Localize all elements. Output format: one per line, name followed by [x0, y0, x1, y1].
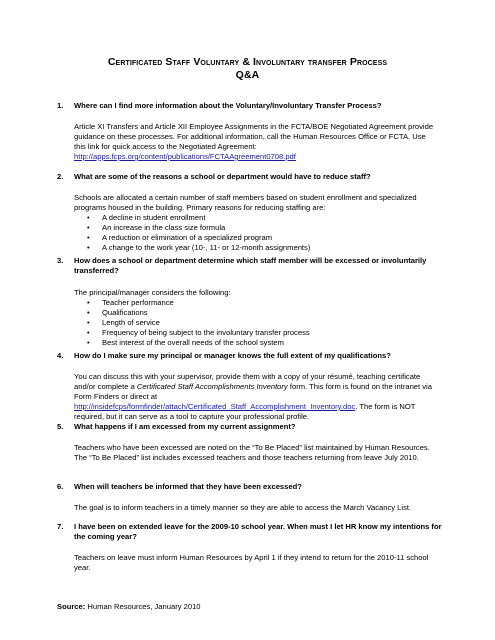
- answer-text: You can discuss this with your supervisor, provide them with a copy of your résumé, teaching certificate and/or complete a: [74, 372, 421, 391]
- question-number: 5.: [57, 422, 64, 431]
- bullet-list: [74, 298, 436, 348]
- list-item: • An increase in the class size formula: [74, 223, 436, 233]
- answer-text: The principal/manager considers the following:: [74, 288, 231, 297]
- question-number: 2.: [57, 172, 64, 181]
- form-name: Certificated Staff Accomplishments Inventory: [136, 382, 288, 391]
- question-number: 3.: [57, 256, 64, 265]
- list-item: • A decline in student enrollment: [74, 213, 436, 223]
- question-number: 6.: [57, 482, 64, 491]
- question-number: 1.: [57, 101, 64, 110]
- list-item: • Frequency of being subject to the involuntary transfer process: [74, 328, 436, 338]
- answer-text: Teachers on leave must inform Human Resources by April 1 if they intend to return for the 2010-11 school year.: [74, 553, 429, 572]
- answer-4: [74, 372, 436, 422]
- list-item: • A change to the work year (10-, 11- or 12-month assignments): [74, 243, 436, 253]
- list-item: • Teacher performance: [74, 298, 436, 308]
- answer-7: [74, 553, 436, 573]
- answer-text: Teachers who have been excessed are noted on the “To Be Placed” list maintained by Human Resources. The “To Be Placed” list includes excessed teachers and those teachers returning from leave July 2010.: [74, 443, 430, 462]
- answer-2: [74, 193, 436, 253]
- answer-text: The goal is to inform teachers in a timely manner so they are able to access the March Vacancy List.: [74, 503, 412, 512]
- list-item: • Qualifications: [74, 308, 436, 318]
- question-text: What are some of the reasons a school or department would have to reduce staff?: [74, 172, 371, 181]
- question-text: How do I make sure my principal or manager knows the full extent of my qualifications?: [74, 351, 391, 360]
- list-item: • Best interest of the overall needs of the school system: [74, 338, 436, 348]
- question-number: 4.: [57, 351, 64, 360]
- answer-1: [74, 122, 436, 162]
- question-text: How does a school or department determine which staff member will be excessed or involuntarily transferred?: [74, 256, 427, 275]
- answer-text: Article XI Transfers and Article XII Employee Assignments in the FCTA/BOE Negotiated Agreement provide guidance on these processes. For additional information, call the Human Resources Office or FCTA. Use this link for quick access to the Negotiated Agreement:: [74, 122, 434, 151]
- list-item: • A reduction or elimination of a specialized program: [74, 233, 436, 243]
- source-text: Human Resources, January 2010: [87, 602, 201, 611]
- source-label: Source:: [57, 602, 86, 611]
- question-text: When will teachers be informed that they have been excessed?: [74, 482, 302, 491]
- source-note: [57, 602, 201, 612]
- document-subtitle: Q&A: [235, 69, 260, 81]
- inventory-form-link[interactable]: http://insidefcps/formfinder/attach/Certificated_Staff_Accomplishment_Inventory.doc: [74, 402, 356, 411]
- question-text: I have been on extended leave for the 2009-10 school year. When must I let HR know my intentions for the coming year?: [74, 522, 442, 541]
- answer-text: Schools are allocated a certain number of staff members based on student enrollment and specialized programs housed in the building. Primary reasons for reducing staffing are:: [74, 193, 417, 212]
- agreement-link[interactable]: http://apps.fcps.org/content/publications/FCTAAgreement0708.pdf: [74, 152, 296, 161]
- answer-5: [74, 443, 436, 463]
- question-text: What happens if I am excessed from my current assignment?: [74, 422, 296, 431]
- answer-3: [74, 288, 436, 348]
- bullet-list: [74, 213, 436, 253]
- answer-text: form. This form is found on the intranet via Form Finders or direct at: [74, 382, 432, 401]
- list-item: • Length of service: [74, 318, 436, 328]
- answer-text: . The form is NOT required, but it can serve as a tool to capture your professional profile.: [74, 402, 416, 421]
- answer-6: [74, 503, 436, 513]
- question-text: Where can I find more information about the Voluntary/Involuntary Transfer Process?: [74, 101, 382, 110]
- question-number: 7.: [57, 522, 64, 531]
- document-title: Certificated Staff Voluntary & Involuntary transfer Process: [107, 56, 388, 68]
